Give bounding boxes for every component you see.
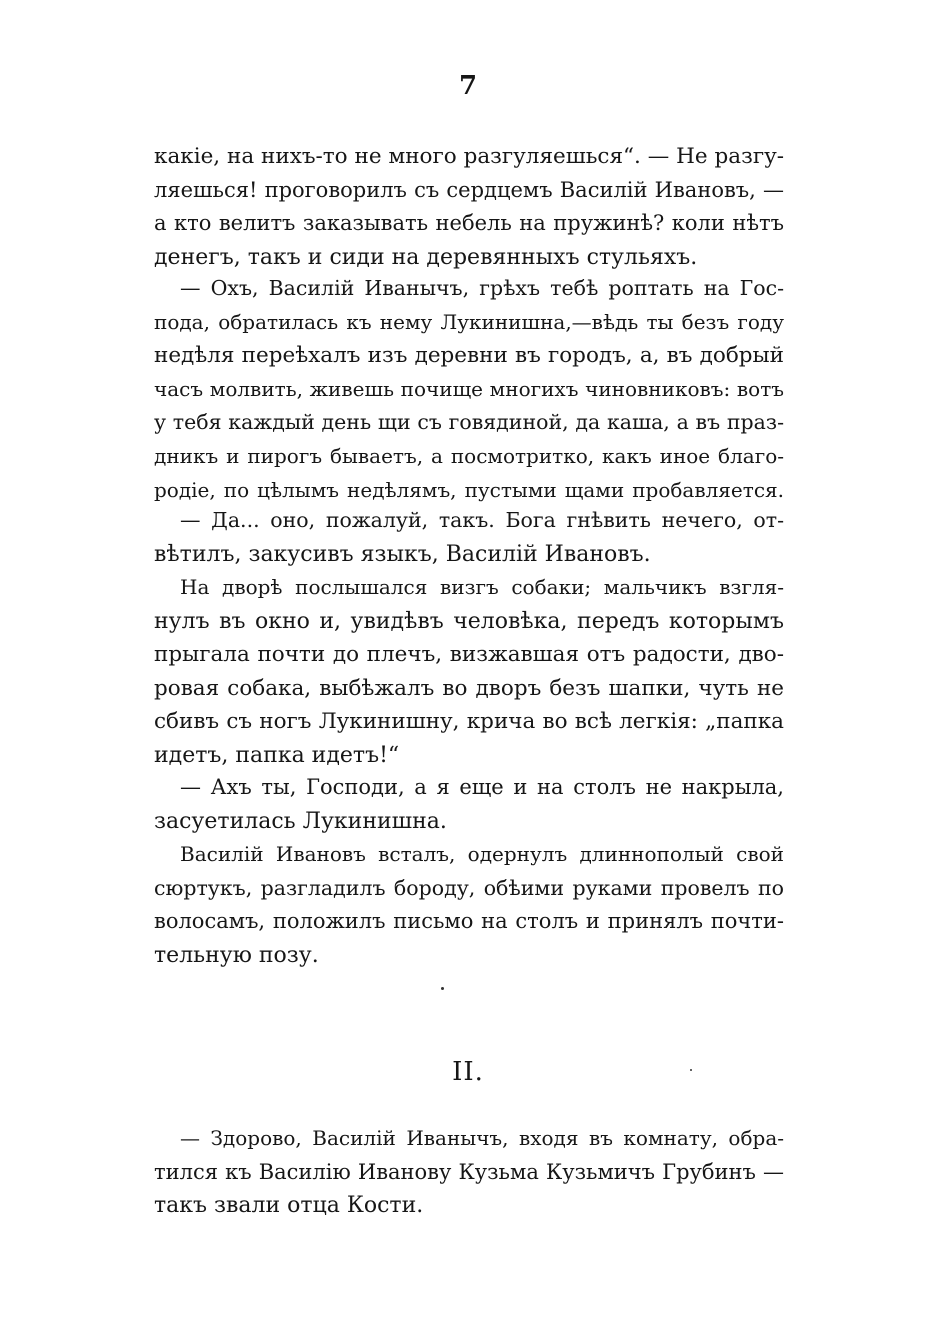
text-line: а кто велитъ заказывать небель на пружинѣ? коли нѣтъ: [154, 211, 784, 236]
page-number: 7: [458, 71, 478, 101]
text-line: дникъ и пирогъ бываетъ, а посмотритко, какъ иное благо-: [154, 443, 784, 468]
text-line: сюртукъ, разгладилъ бороду, обѣими руками провелъ по: [154, 875, 784, 900]
text-line: прыгала почти до плечъ, визжавшая отъ радости, дво-: [154, 642, 784, 668]
text-line: тился къ Василію Иванову Кузьма Кузьмичъ Грубинъ —: [154, 1159, 784, 1184]
paragraph: [154, 272, 784, 507]
section-heading: II.: [452, 1057, 484, 1087]
text-line: Василій Ивановъ всталъ, одернулъ длиннополый свой: [180, 842, 784, 866]
text-line: идетъ, папка идетъ!“: [154, 742, 400, 768]
paragraph: [154, 1122, 784, 1223]
text-line: — Охъ, Василій Иванычъ, грѣхъ тебѣ роптать на Гос-: [180, 276, 784, 300]
text-line: ровая собака, выбѣжалъ во дворъ безъ шапки, чуть не: [154, 675, 784, 701]
paragraph: [154, 140, 784, 274]
text-line: ляешься! проговорилъ съ сердцемъ Василій Ивановъ, —: [154, 177, 784, 202]
paragraph: [154, 571, 784, 773]
text-line: сбивъ съ ногъ Лукинишну, крича во всѣ легкія: „папка: [154, 709, 784, 735]
text-line: какіе, на нихъ-то не много разгуляешься“. — Не разгу-: [154, 144, 784, 169]
paragraph: [154, 504, 784, 571]
text-line: — Ахъ ты, Господи, а я еще и на столъ не накрыла,: [180, 775, 784, 799]
scan-speck: [441, 987, 444, 990]
text-line: недѣля переѣхалъ изъ деревни въ городъ, а, въ добрый: [154, 343, 784, 369]
text-line: родіе, по цѣлымъ недѣлямъ, пустыми щами пробавляется.: [154, 477, 784, 502]
text-line: — Да... оно, пожалуй, такъ. Бога гнѣвить нечего, от-: [180, 508, 784, 532]
text-line: нулъ въ окно и, увидѣвъ человѣка, передъ которымъ: [154, 608, 784, 634]
text-line: у тебя каждый день щи съ говядиной, да каша, а въ праз-: [154, 410, 784, 435]
text-line: засуетилась Лукинишна.: [154, 808, 447, 834]
text-line: тельную позу.: [154, 942, 319, 968]
text-line: — Здорово, Василій Иванычъ, входя въ комнату, обра-: [180, 1126, 784, 1150]
paragraph: [154, 838, 784, 972]
text-line: вѣтилъ, закусивъ языкъ, Василій Ивановъ.: [154, 541, 651, 567]
paragraph: [154, 771, 784, 838]
text-line: На дворѣ послышался визгъ собаки; мальчикъ взгля-: [180, 575, 784, 599]
text-line: пода, обратилась къ нему Лукинишна,—вѣдь ты безъ году: [154, 309, 784, 334]
text-line: часъ молвить, живешь почище многихъ чиновниковъ: вотъ: [154, 376, 784, 401]
text-line: денегъ, такъ и сиди на деревянныхъ стульяхъ.: [154, 244, 698, 270]
text-line: такъ звали отца Кости.: [154, 1193, 424, 1219]
text-line: волосамъ, положилъ письмо на столъ и принялъ почти-: [154, 909, 784, 934]
